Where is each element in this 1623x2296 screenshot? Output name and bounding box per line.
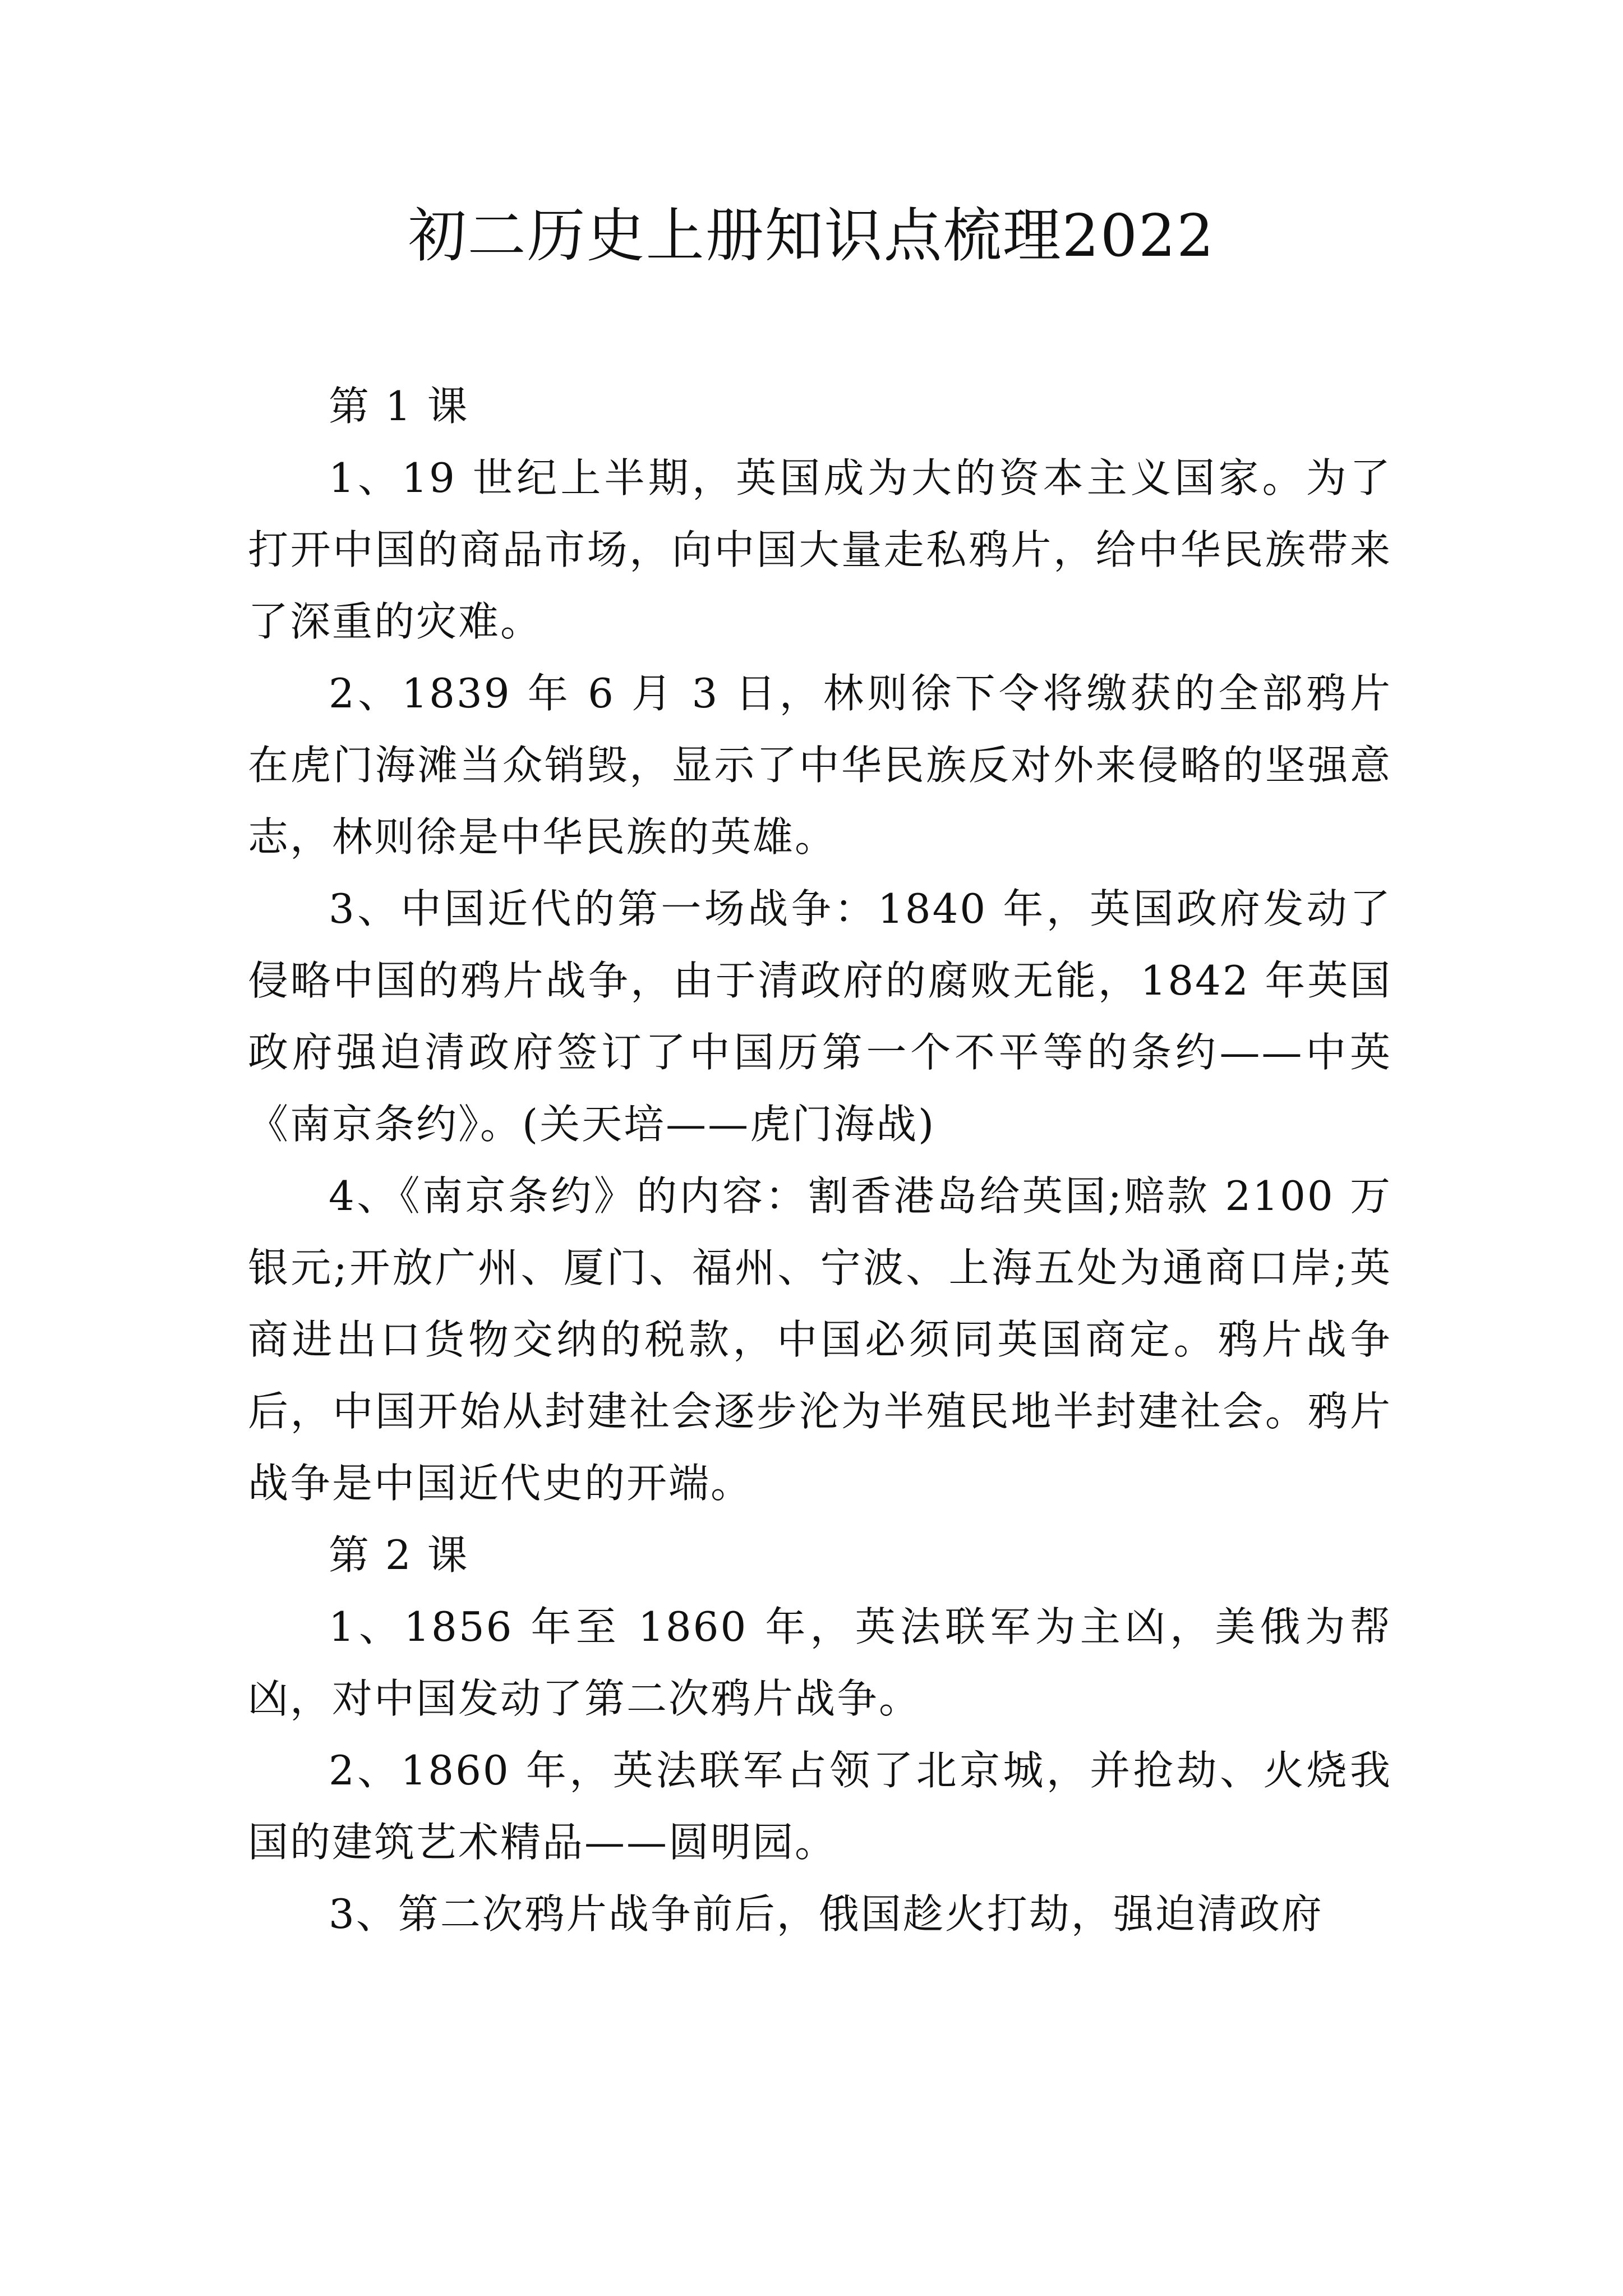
paragraph-1-2: 2、1839 年 6 月 3 日，林则徐下令将缴获的全部鸦片在虎门海滩当众销毁，显示了中华民族反对外来侵略的坚强意志，林则徐是中华民族的英雄。 xyxy=(248,670,1392,861)
paragraph-1-4: 4、《南京条约》的内容：割香港岛给英国;赔款 2100 万银元;开放广州、厦门、福州、宁波、上海五处为通商口岸;英商进出口货物交纳的税款，中国必须同英国商定。鸦片战争后，中国开始从封建社会逐步沦为半殖民地半封建社会。鸦片战争是中国近代史的开端。 xyxy=(248,1172,1392,1507)
lesson-heading-2: 第 2 课 xyxy=(329,1531,469,1579)
paragraph-1-1: 1、19 世纪上半期，英国成为大的资本主义国家。为了打开中国的商品市场，向中国大量走私鸦片，给中华民族带来了深重的灾难。 xyxy=(248,454,1392,645)
lesson-heading-1: 第 1 课 xyxy=(329,383,469,430)
paragraph-2-2: 2、1860 年，英法联军占领了北京城，并抢劫、火烧我国的建筑艺术精品——圆明园。 xyxy=(248,1747,1392,1866)
document-title: 初二历史上册知识点梳理2022 xyxy=(408,201,1215,270)
paragraph-2-3: 3、第二次鸦片战争前后，俄国趁火打劫，强迫清政府 xyxy=(329,1890,1324,1938)
paragraph-1-3: 3、中国近代的第一场战争：1840 年，英国政府发动了侵略中国的鸦片战争，由于清政府的腐败无能，1842 年英国政府强迫清政府签订了中国历第一个不平等的条约——中英《南京条约》。(关天培——虎门海战) xyxy=(248,885,1392,1148)
document-body xyxy=(248,370,1392,1950)
paragraph-2-1: 1、1856 年至 1860 年，英法联军为主凶，美俄为帮凶，对中国发动了第二次鸦片战争。 xyxy=(248,1603,1392,1722)
